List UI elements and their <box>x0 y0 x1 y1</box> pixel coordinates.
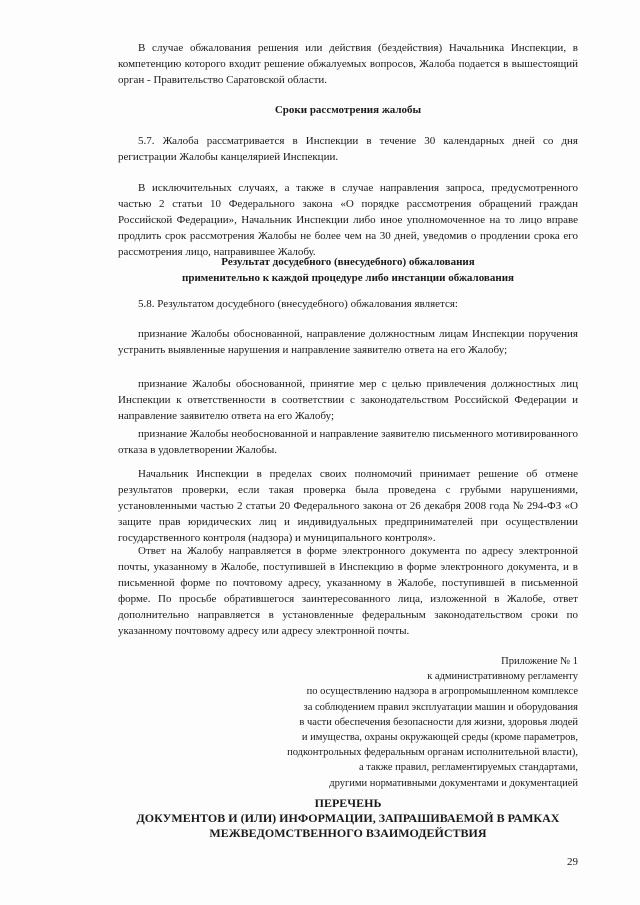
appendix-line: подконтрольных федеральным органам исполнительной власти), <box>287 747 578 759</box>
appendix-line: к административному регламенту <box>427 671 578 683</box>
paragraph-5-7: 5.7. Жалоба рассматривается в Инспекции в течение 30 календарных дней со дня регистрации Жалобы канцелярией Инспекции. <box>118 135 578 163</box>
list-title-line: ДОКУМЕНТОВ И (ИЛИ) ИНФОРМАЦИИ, ЗАПРАШИВАЕМОЙ В РАМКАХ <box>136 811 560 825</box>
paragraph-appeal-to-government: В случае обжалования решения или действия (бездействия) Начальника Инспекции, в компетенцию которого входит решение обжалуемых вопросов, Жалоба подается в вышестоящий орган - Правительство Саратовской области. <box>118 42 578 86</box>
appendix-line: и имущества, охраны окружающей среды (кроме параметров, <box>301 732 578 744</box>
paragraph-cancel-inspection: Начальник Инспекции в пределах своих полномочий принимает решение об отмене результатов проверки, если такая проверка была проведена с грубыми нарушениями, установленными частью 2 статьи 20 Федерального закона от 26 декабря 2008 года № 294-ФЗ «О защите прав юридических лиц и индивидуальных предпринимателей при осуществлении государственного контроля (надзора) и муниципального контроля». <box>118 468 578 544</box>
appendix-caption <box>230 654 578 791</box>
paragraph-5-8: 5.8. Результатом досудебного (внесудебного) обжалования является: <box>138 298 458 310</box>
appendix-line: за соблюдением правил эксплуатации машин и оборудования <box>303 701 578 713</box>
list-title-line: ПЕРЕЧЕНЬ <box>314 796 382 810</box>
appendix-line: а также правил, регламентируемых стандартами, <box>359 762 578 774</box>
page-number: 29 <box>567 856 578 868</box>
paragraph-result-option-1: признание Жалобы обоснованной, направление должностным лицам Инспекции поручения устранить выявленные нарушения и направление заявителю ответа на его Жалобу; <box>118 328 578 356</box>
appendix-line: по осуществлению надзора в агропромышленном комплексе <box>306 686 578 698</box>
appendix-line: Приложение № 1 <box>501 656 578 667</box>
list-title-line: МЕЖВЕДОМСТВЕННОГО ВЗАИМОДЕЙСТВИЯ <box>209 826 487 840</box>
heading-appeal-result-line2: применительно к каждой процедуре либо инстанции обжалования <box>181 272 514 284</box>
paragraph-result-option-2: признание Жалобы обоснованной, принятие мер с целью привлечения должностных лиц Инспекции к ответственности в соответствии с законодательством Российской Федерации и направление заявителю ответа на его Жалобу; <box>118 378 578 422</box>
appendix-line: в части обеспечения безопасности для жизни, здоровья людей <box>299 716 578 728</box>
appendix-line: другими нормативными документами и документацией <box>329 777 578 789</box>
paragraph-extension: В исключительных случаях, а также в случае направления запроса, предусмотренного частью 2 статьи 10 Федерального закона «О порядке рассмотрения обращений граждан Российской Федерации», Начальник Инспекции либо иное уполномоченное на то лицо вправе продлить срок рассмотрения Жалобы не более чем на 30 дней, уведомив о продлении срока его рассмотрения лицо, направившее Жалобу. <box>118 182 578 258</box>
list-title <box>118 796 578 841</box>
heading-review-terms: Сроки рассмотрения жалобы <box>274 104 422 116</box>
paragraph-answer-delivery: Ответ на Жалобу направляется в форме электронного документа по адресу электронной почты, указанному в Жалобе, поступившей в Инспекцию в форме электронного документа, и в письменной форме по почтовому адресу, указанному в Жалобе, поступившей в письменной форме. По просьбе обратившегося заинтересованного лица, изложенной в Жалобе, ответ дополнительно направляется в установленные федеральным законодательством сроки по указанному почтовому адресу или адресу электронной почты. <box>118 545 578 637</box>
heading-appeal-result-line1: Результат досудебного (внесудебного) обжалования <box>221 256 475 268</box>
heading-appeal-result <box>118 254 578 286</box>
paragraph-result-option-3: признание Жалобы необоснованной и направление заявителю письменного мотивированного отказа в удовлетворении Жалобы. <box>118 428 579 456</box>
